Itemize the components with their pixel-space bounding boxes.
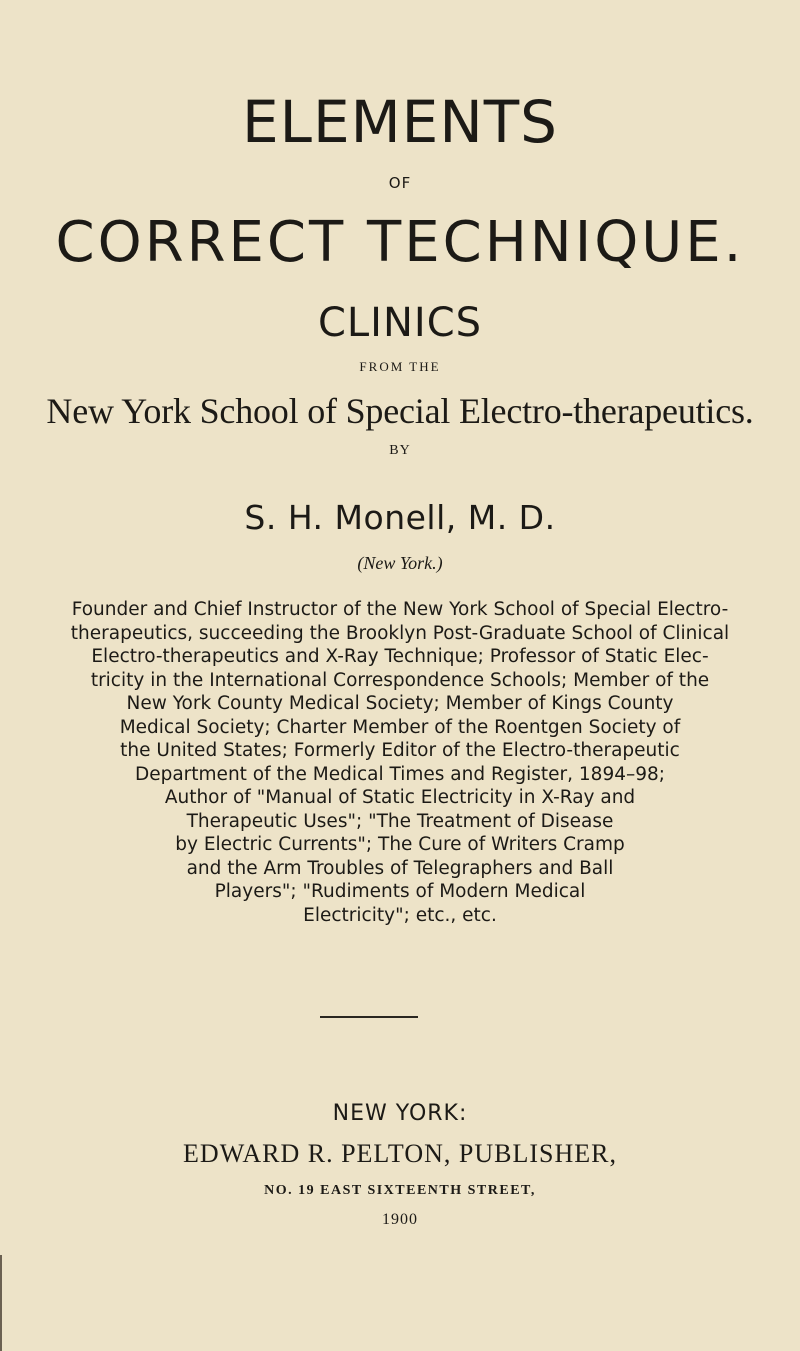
author-credentials [28, 598, 772, 927]
credentials-line: and the Arm Troubles of Telegraphers and Ball [186, 857, 614, 879]
credentials-line: Founder and Chief Instructor of the New York School of Special Electro- [71, 599, 729, 620]
author-name: S. H. Monell, M. D. [244, 498, 556, 537]
credentials-line: Electricity"; etc., etc. [303, 904, 497, 926]
credentials-line: Electro-therapeutics and X-Ray Technique; Professor of Static Elec- [91, 646, 709, 667]
credentials-line: Department of the Medical Times and Register, 1894–98; [134, 763, 666, 785]
title-elements: ELEMENTS [242, 88, 558, 156]
title-clinics: CLINICS [317, 300, 483, 346]
credentials-line: Players"; "Rudiments of Modern Medical [214, 881, 586, 902]
by-label: BY [389, 443, 411, 458]
title-of: OF [388, 174, 412, 192]
credentials-line: Author of "Manual of Static Electricity in X-Ray and [164, 787, 636, 808]
page-edge-mark [0, 1255, 2, 1351]
credentials-line: the United States; Formerly Editor of the Electro-therapeutic [120, 740, 680, 761]
credentials-line: Medical Society; Charter Member of the Roentgen Society of [119, 716, 681, 738]
imprint-year: 1900 [382, 1211, 418, 1228]
author-place: (New York.) [357, 553, 443, 573]
divider-rule [320, 1016, 418, 1018]
imprint-publisher: EDWARD R. PELTON, PUBLISHER, [183, 1139, 617, 1168]
credentials-line: New York County Medical Society; Member of Kings County [126, 693, 674, 714]
school-name: New York School of Special Electro-therapeutics. [46, 391, 754, 431]
imprint-city: NEW YORK: [332, 1101, 468, 1126]
credentials-line: tricity in the International Correspondence Schools; Member of the [90, 669, 710, 691]
credentials-line: by Electric Currents"; The Cure of Writers Cramp [175, 834, 625, 855]
from-the-label: FROM THE [359, 359, 441, 374]
imprint-street: NO. 19 EAST SIXTEENTH STREET, [264, 1183, 536, 1198]
title-correct-technique: CORRECT TECHNIQUE. [55, 210, 745, 275]
credentials-line: Therapeutic Uses"; "The Treatment of Disease [186, 810, 614, 832]
credentials-line: therapeutics, succeeding the Brooklyn Post-Graduate School of Clinical [70, 622, 730, 644]
